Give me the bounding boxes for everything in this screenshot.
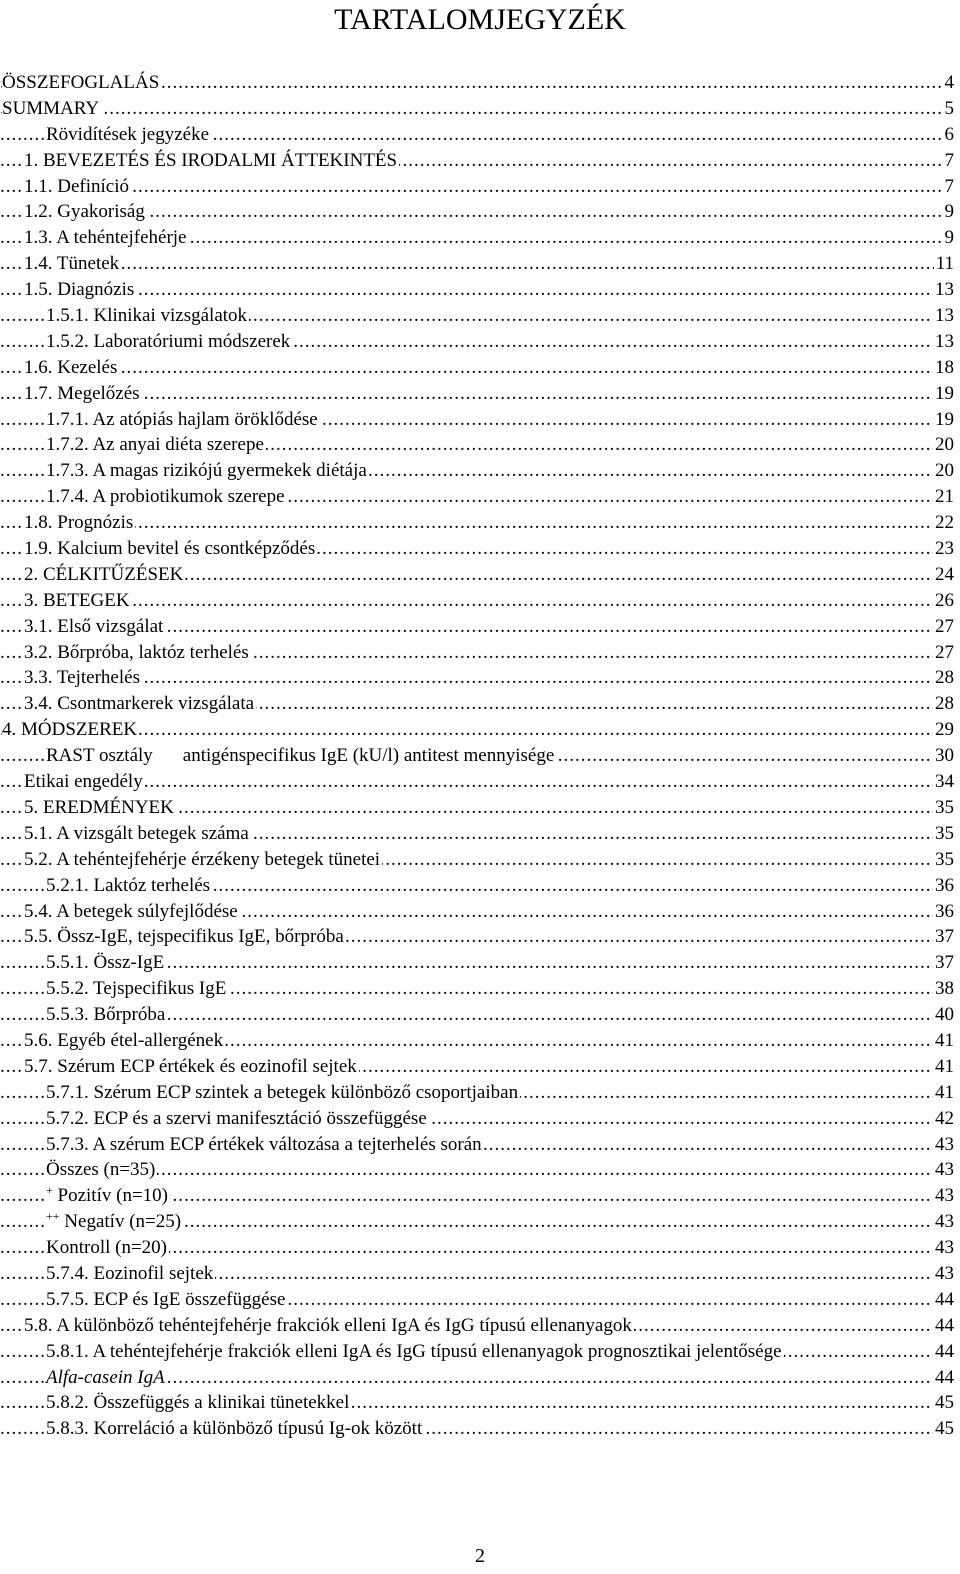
toc-entry-text: 5.8.3. Korreláció a különböző típusú Ig-ok között [46, 1418, 423, 1440]
toc-entry-label [24, 279, 136, 300]
toc-entry-page: 42 [933, 1106, 954, 1132]
toc-entry-page: 19 [933, 407, 954, 433]
toc-entry-text: 1.5.2. Laboratóriumi módszerek [46, 330, 291, 352]
toc-entry[interactable] [0, 122, 954, 148]
toc-entry-label [46, 1004, 167, 1025]
toc-entry[interactable] [0, 458, 954, 484]
toc-entry-page: 40 [933, 1002, 954, 1028]
toc-entry-page: 37 [933, 950, 954, 976]
toc-entry-label [46, 305, 249, 326]
toc-entry[interactable] [0, 614, 954, 640]
toc-entry[interactable] [0, 225, 954, 251]
toc-entry-text: 5.7.1. Szérum ECP szintek a betegek különböző csoportjaiban [46, 1081, 519, 1103]
toc-entry-label [24, 693, 256, 714]
toc-entry-label [24, 926, 346, 947]
toc-entry[interactable] [0, 381, 954, 407]
toc-entry-page: 7 [943, 174, 955, 200]
toc-entry-text: 1.6. Kezelés [24, 356, 118, 378]
toc-entry-label [46, 1392, 351, 1413]
toc-entry-page: 20 [933, 432, 954, 458]
toc-entry[interactable] [0, 1261, 954, 1287]
toc-entry[interactable] [0, 976, 954, 1002]
toc-entry-text: 3. BETEGEK [24, 589, 130, 611]
toc-entry-page: 27 [933, 640, 954, 666]
toc-entry[interactable] [0, 251, 954, 277]
toc-entry-page: 29 [933, 717, 954, 743]
toc-entry[interactable] [0, 640, 954, 666]
toc-entry-page: 23 [933, 536, 954, 562]
toc-entry-page: 35 [933, 821, 954, 847]
toc-entry-label [46, 1341, 784, 1362]
toc-entry-text: 5.7.4. Eozinofil sejtek [46, 1262, 214, 1284]
toc-entry[interactable] [0, 1339, 954, 1365]
toc-entry-text: 3.1. Első vizsgálat [24, 615, 164, 637]
toc-entry-label [24, 616, 165, 637]
toc-entry-text: 5.7.3. A szérum ECP értékek változása a tejterhelés során [46, 1133, 482, 1155]
toc-entry-page: 27 [933, 614, 954, 640]
toc-entry-label [2, 72, 161, 93]
toc-entry-label [46, 875, 212, 896]
toc-entry[interactable] [0, 174, 954, 200]
toc-entry-text: Etikai engedély [24, 771, 143, 793]
toc-entry-label [46, 978, 228, 999]
toc-entry-label [24, 227, 189, 248]
toc-entry-label [24, 849, 382, 870]
toc-entry-text: 5.5.3. Bőrpróba [46, 1004, 166, 1026]
toc-entry[interactable] [0, 743, 954, 769]
toc-entry-label [46, 124, 211, 145]
toc-entry-page: 37 [933, 924, 954, 950]
toc-entry-text: 1.8. Prognózis [24, 512, 134, 534]
toc-entry-page: 45 [933, 1416, 954, 1442]
toc-entry-label [24, 823, 251, 844]
toc-entry[interactable] [0, 924, 954, 950]
toc-entry-text: 1.7.2. Az anyai diéta szerepe [46, 434, 264, 456]
toc-entry[interactable] [0, 1209, 954, 1235]
toc-entry-label [46, 1082, 520, 1103]
toc-entry-text: 3.4. Csontmarkerek vizsgálata [24, 693, 255, 715]
toc-entry[interactable] [0, 1416, 954, 1442]
toc-entry-label [24, 564, 185, 585]
toc-entry-page: 6 [943, 122, 955, 148]
toc-entry-label [46, 409, 320, 430]
page-number: 2 [475, 1545, 485, 1567]
toc-entry-text: 1.9. Kalcium bevitel és csontképződés [24, 538, 316, 560]
toc-entry-page: 19 [933, 381, 954, 407]
toc-entry-page: 38 [933, 976, 954, 1002]
toc-entry-text: 5.5.2. Tejspecifikus IgE [46, 978, 227, 1000]
toc-entry-page: 30 [933, 743, 954, 769]
toc-entry[interactable] [0, 484, 954, 510]
toc-entry-page: 44 [933, 1365, 954, 1391]
toc-entry-text: 1.3. A tehéntejfehérje [24, 227, 187, 249]
toc-title: TARTALOMJEGYZÉK [334, 3, 626, 36]
toc-entry-text: 5. EREDMÉNYEK [24, 796, 174, 818]
toc-entry-text: 2. CÉLKITŰZÉSEK [24, 563, 184, 585]
toc-entry-text: 5.1. A vizsgált betegek száma [24, 822, 249, 844]
toc-entry-text: 3.2. Bőrpróba, laktóz terhelés [24, 641, 249, 663]
toc-entry-label [46, 1418, 424, 1439]
toc-entry[interactable] [0, 96, 954, 122]
toc-entry-page: 43 [933, 1209, 954, 1235]
toc-entry[interactable] [0, 1002, 954, 1028]
toc-entry-page: 28 [933, 665, 954, 691]
toc-entry-text: 1.7. Megelőzés [24, 382, 140, 404]
toc-entry-text: 5.2. A tehéntejfehérje érzékeny betegek tünetei [24, 848, 381, 870]
toc-entry-page: 28 [933, 691, 954, 717]
toc-entry-text: Negatív (n=25) [59, 1211, 182, 1233]
toc-entry-text: 5.7. Szérum ECP értékek és eozinofil sejtek [24, 1055, 357, 1077]
toc-entry[interactable] [0, 691, 954, 717]
toc-entry-label [24, 383, 142, 404]
toc-entry-text: 1.1. Definíció [24, 175, 130, 197]
toc-entry-page: 35 [933, 795, 954, 821]
toc-entry[interactable] [0, 1287, 954, 1313]
toc-entry-text: SUMMARY [2, 97, 100, 119]
toc-entry[interactable] [0, 1157, 954, 1183]
toc-entry-page: 13 [933, 303, 954, 329]
toc-entry[interactable] [0, 432, 954, 458]
toc-entry-label [24, 253, 121, 274]
toc-entry-label [24, 901, 240, 922]
toc-entry-label [24, 176, 131, 197]
toc-entry-label [46, 1108, 429, 1129]
toc-entry[interactable] [0, 1132, 954, 1158]
toc-entry[interactable] [0, 899, 954, 925]
toc-entry-text: 1.4. Tünetek [24, 253, 120, 275]
toc-entry[interactable] [0, 665, 954, 691]
toc-entry-page: 24 [933, 562, 954, 588]
toc-entry-page: 13 [933, 329, 954, 355]
toc-entry-text: 1.7.4. A probiotikumok szerepe [46, 486, 285, 508]
toc-entry-label [24, 150, 399, 171]
toc-entry-page: 9 [943, 199, 955, 225]
toc-entry-text: RAST osztály [46, 745, 153, 767]
toc-entry[interactable] [0, 1054, 954, 1080]
toc-entry-superscript: + [46, 1183, 53, 1198]
toc-entry-page: 22 [933, 510, 954, 536]
toc-entry-label [46, 1237, 169, 1258]
toc-entry-page: 4 [943, 70, 955, 96]
toc-entry[interactable] [0, 1365, 954, 1391]
toc-entry-label [46, 434, 266, 455]
toc-entry[interactable] [0, 717, 954, 743]
toc-entry-page: 35 [933, 847, 954, 873]
toc-entry-text: 5.5. Össz-IgE, tejspecifikus IgE, bőrpróba [24, 926, 344, 948]
toc-entry-text: 5.8.1. A tehéntejfehérje frakciók elleni IgA és IgG típusú ellenanyagok prognosztikai jelentősége [46, 1340, 782, 1362]
toc-entry[interactable] [0, 562, 954, 588]
toc-entry[interactable] [0, 769, 954, 795]
toc-entry-label [2, 719, 139, 740]
toc-entry[interactable] [0, 795, 954, 821]
toc-entry-text: 5.7.5. ECP és IgE összefüggése [46, 1288, 286, 1310]
toc-entry-page: 11 [934, 251, 954, 277]
toc-entry-text: 4. MÓDSZEREK [2, 719, 138, 741]
toc-entry-text: 5.4. A betegek súlyfejlődése [24, 900, 238, 922]
toc-entry-page: 21 [933, 484, 954, 510]
toc-entry-superscript: ++ [46, 1209, 60, 1224]
toc-entry-page: 36 [933, 873, 954, 899]
toc-entry-label [46, 1211, 183, 1232]
toc-entry-text: 5.5.1. Össz-IgE [46, 952, 165, 974]
toc-entry-text: 1.5.1. Klinikai vizsgálatok [46, 305, 248, 327]
toc-entry-text: 3.3. Tejterhelés [24, 667, 140, 689]
toc-entry[interactable] [0, 1313, 954, 1339]
toc-entry-page: 44 [933, 1339, 954, 1365]
toc-entry[interactable] [0, 355, 954, 381]
toc-entry[interactable] [0, 199, 954, 225]
toc-entry-label [46, 486, 287, 507]
toc-entry-label [46, 952, 166, 973]
toc-entry[interactable] [0, 510, 954, 536]
toc-entry-text: Pozitív (n=10) [52, 1185, 168, 1207]
toc-entry-text: 5.8. A különböző tehéntejfehérje frakciók elleni IgA és IgG típusú ellenanyagok [24, 1314, 632, 1336]
toc-entry[interactable] [0, 1106, 954, 1132]
toc-entry-text: 1.7.1. Az atópiás hajlam öröklődése [46, 408, 318, 430]
toc-entry-text: 5.8.2. Összefüggés a klinikai tünetekkel [46, 1392, 350, 1414]
toc-entry-page: 44 [933, 1287, 954, 1313]
toc-entry-label [46, 1367, 167, 1388]
toc-entry-page: 20 [933, 458, 954, 484]
toc-entry-label [46, 1159, 157, 1180]
toc-entry[interactable] [0, 873, 954, 899]
toc-entry-page: 43 [933, 1183, 954, 1209]
toc-entry[interactable] [0, 950, 954, 976]
toc-entry-label [46, 1185, 170, 1206]
toc-entry[interactable] [0, 847, 954, 873]
toc-entry-label [24, 771, 145, 792]
toc-entry-text: 1.7.3. A magas rizikójú gyermekek diétája [46, 460, 367, 482]
toc-entry-text: 5.2.1. Laktóz terhelés [46, 874, 211, 896]
toc-entry[interactable] [0, 329, 954, 355]
toc-entry-page: 13 [933, 277, 954, 303]
toc-entry-page: 41 [933, 1054, 954, 1080]
toc-entry-page: 5 [943, 96, 955, 122]
toc-entry[interactable] [0, 1183, 954, 1209]
toc-entry-page: 43 [933, 1157, 954, 1183]
toc-entry-label [24, 642, 251, 663]
toc-entry-text-secondary: antigénspecifikus IgE (kU/l) antitest mennyisége [182, 745, 555, 767]
toc-entry-label [24, 1030, 225, 1051]
toc-entry-page: 44 [933, 1313, 954, 1339]
toc-entry[interactable] [0, 1028, 954, 1054]
toc-entry-label [46, 745, 556, 766]
toc-entry-label [24, 1056, 359, 1077]
toc-entry-label [46, 460, 369, 481]
toc-entry-page: 36 [933, 899, 954, 925]
toc-entry-page: 45 [933, 1390, 954, 1416]
toc-entry-label [46, 1134, 484, 1155]
toc-entry[interactable] [0, 407, 954, 433]
toc-entry-label [24, 1315, 634, 1336]
table-of-contents [0, 70, 954, 1442]
toc-entry-label [24, 797, 176, 818]
toc-entry-label [2, 98, 101, 119]
toc-entry-label [24, 538, 317, 559]
toc-entry-text: 5.7.2. ECP és a szervi manifesztáció összefüggése [46, 1107, 427, 1129]
toc-entry[interactable] [0, 821, 954, 847]
toc-entry[interactable] [0, 277, 954, 303]
toc-entry-text: Összes (n=35) [46, 1159, 156, 1181]
toc-entry-label [24, 667, 142, 688]
toc-entry[interactable] [0, 1080, 954, 1106]
toc-entry-page: 26 [933, 588, 954, 614]
toc-entry-text: ÖSSZEFOGLALÁS [2, 72, 160, 93]
toc-entry[interactable] [0, 588, 954, 614]
toc-entry[interactable] [0, 148, 954, 174]
toc-entry[interactable] [0, 1235, 954, 1261]
toc-entry-text: 5.6. Egyéb étel-allergének [24, 1029, 224, 1051]
toc-entry-page: 18 [933, 355, 954, 381]
toc-entry-page: 43 [933, 1261, 954, 1287]
toc-entry-page: 9 [943, 225, 955, 251]
toc-entry[interactable] [0, 1390, 954, 1416]
toc-entry-label [46, 331, 292, 352]
toc-entry-label [24, 357, 119, 378]
toc-entry-page: 43 [933, 1235, 954, 1261]
toc-entry-page: 7 [943, 148, 955, 174]
toc-entry-text: 1.2. Gyakoriság [24, 201, 145, 223]
toc-entry[interactable] [0, 536, 954, 562]
toc-entry-label [24, 201, 147, 222]
toc-entry-text: 1.5. Diagnózis [24, 279, 135, 301]
toc-entry-label [24, 512, 135, 533]
toc-entry-page: 43 [933, 1132, 954, 1158]
toc-entry-page: 41 [933, 1080, 954, 1106]
toc-entry[interactable] [0, 70, 954, 96]
toc-entry-label [46, 1289, 287, 1310]
toc-entry-page: 34 [933, 769, 954, 795]
toc-entry-label [46, 1263, 215, 1284]
toc-entry-text: Kontroll (n=20) [46, 1237, 168, 1259]
toc-entry-text: Rövidítések jegyzéke [46, 123, 210, 145]
toc-entry[interactable] [0, 303, 954, 329]
toc-entry-text: 1. BEVEZETÉS ÉS IRODALMI ÁTTEKINTÉS [24, 149, 398, 171]
toc-entry-page: 41 [933, 1028, 954, 1054]
toc-entry-text: Alfa-casein IgA [46, 1366, 165, 1388]
toc-entry-label [24, 590, 132, 611]
